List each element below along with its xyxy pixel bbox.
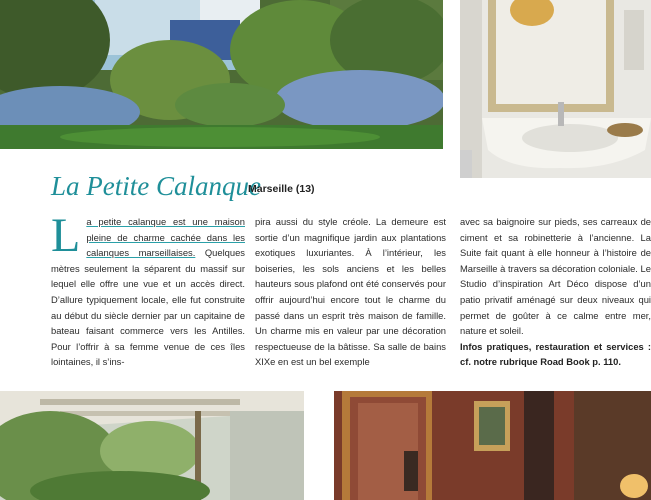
article-column-1 bbox=[51, 209, 245, 370]
practical-info: Infos pratiques, restauration et services : cf. notre rubrique Road Book p. 110. bbox=[460, 340, 651, 368]
article-location: Marseille (13) bbox=[248, 183, 315, 195]
article-column-1-text: Quelques mètres seulement la séparent du massif sur lequel elle offre une vue et un accès direct. D’allure typiquement locale, elle fut construite au début du siècle dernier par un capitaine de bateau faisant commerce vers les Antilles. Pour l’offrir à sa femme venue de ces îles lointaines, il s’ins- bbox=[51, 247, 245, 368]
article-title: La Petite Calanque bbox=[51, 171, 261, 201]
article-column-2 bbox=[255, 214, 446, 370]
bathroom-sink-photo bbox=[460, 0, 651, 178]
veranda-photo bbox=[0, 391, 304, 500]
interior-photo bbox=[334, 391, 651, 500]
article-intro: a petite calanque est une maison pleine de charme cachée dans les calanques marseillaises. bbox=[86, 216, 245, 259]
article-column-3 bbox=[460, 214, 651, 370]
drop-cap: L bbox=[51, 209, 81, 262]
article-column-2-text: pira aussi du style créole. La demeure est sortie d’un magnifique jardin aux plantations exotiques luxuriantes. À l’intérieur, les boiseries, les sols anciens et les belles hauteurs sous plafond ont été conservés pour offrir aujourd’hui encore tout le charme du passé dans un esprit très maison de famille. Un charme mis en valeur par une décoration respectueuse de la bâtisse. Sa salle de bains XIXe en est un bel exemple bbox=[255, 216, 446, 368]
garden-photo bbox=[0, 0, 443, 149]
article-column-3-text: avec sa baignoire sur pieds, ses carreaux de ciment et sa robinetterie à l’ancienne. La Suite fait quant à elle honneur à l’histoire de Marseille à travers sa décoration coloniale. Le Studio d’inspiration Art Déco dispose d’un patio privatif aménagé sur deux niveaux qui permet de goûter à ce calme entre mer, nature et soleil. bbox=[460, 216, 651, 337]
